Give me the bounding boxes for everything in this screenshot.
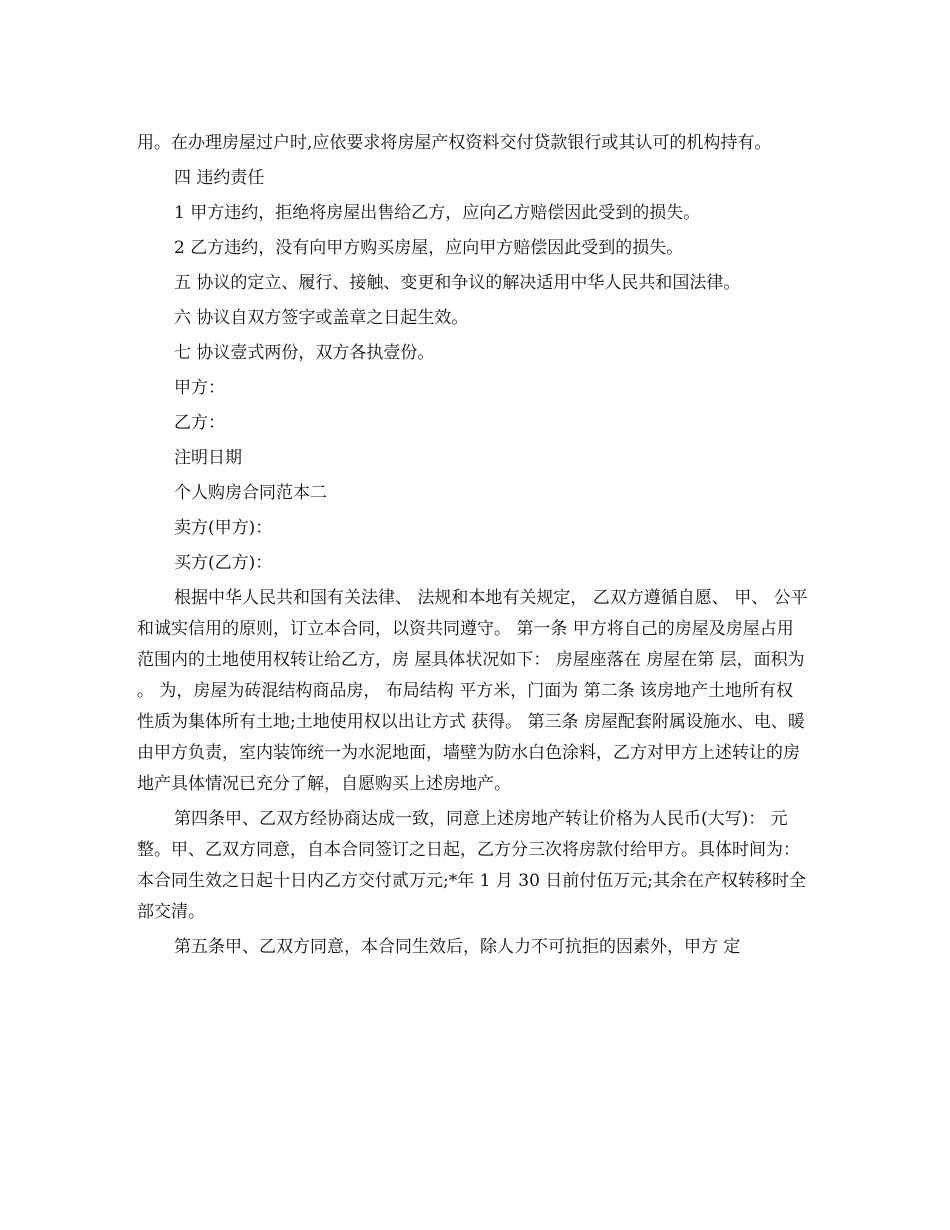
paragraph-6: 七 协议壹式两份，双方各执壹份。 [174,343,435,363]
paragraph-7: 甲方： [174,378,225,398]
paragraph-4: 五 协议的定立、履行、接触、变更和争议的解决适用中华人民共和国法律。 [174,273,741,293]
paragraph-9: 注明日期 [174,448,242,468]
paragraph-10: 个人购房合同范本二 [174,483,327,503]
paragraph-1: 四 违约责任 [174,168,265,188]
paragraph-13: 根据中华人民共和国有关法律、 法规和本地有关规定， 乙双方遵循自愿、 甲、 公平和诚实信用的原则，订立本合同，以资共同遵守。 第一条 甲方将自己的房屋及房屋占用范围内的土地使用权转让给乙方，房 屋具体状况如下： 房屋座落在 房屋在第 层，面积为 。 为，房屋为砖混结构商品房， 布局结构 平方米，门面为 第二条 该房地产土地所有权性质为集体所有土地;土地使用权以出让方式 获得。 第三条 房屋配套附属设施水、电、暖由甲方负责，室内装饰统一为水泥地面，墙壁为防水白色涂料，乙方对甲方上述转让的房地产具体情况已充分了解，自愿购买上述房地产。 [137,588,808,794]
paragraph-0: 用。在办理房屋过户时,应依要求将房屋产权资料交付贷款银行或其认可的机构持有。 [137,133,772,153]
paragraph-8: 乙方： [174,413,225,433]
document-body [137,128,809,963]
paragraph-12: 买方(乙方)： [174,553,273,573]
paragraph-2: 1 甲方违约，拒绝将房屋出售给乙方，应向乙方赔偿因此受到的损失。 [174,203,701,223]
paragraph-5: 六 协议自双方签字或盖章之日起生效。 [174,308,469,328]
paragraph-14: 第四条甲、乙双方经协商达成一致，同意上述房地产转让价格为人民币(大写)： 元整。甲、乙双方同意，自本合同签订之日起，乙方分三次将房款付给甲方。具体时间为：本合同生效之日起十日内乙方交付贰万元;*年 1 月 30 日前付伍万元;其余在产权转移时全部交清。 [137,809,807,922]
paragraph-15: 第五条甲、乙双方同意，本合同生效后，除人力不可抗拒的因素外，甲方 定 [174,937,741,957]
paragraph-3: 2 乙方违约，没有向甲方购买房屋，应向甲方赔偿因此受到的损失。 [174,238,684,258]
paragraph-11: 卖方(甲方)： [174,518,273,538]
